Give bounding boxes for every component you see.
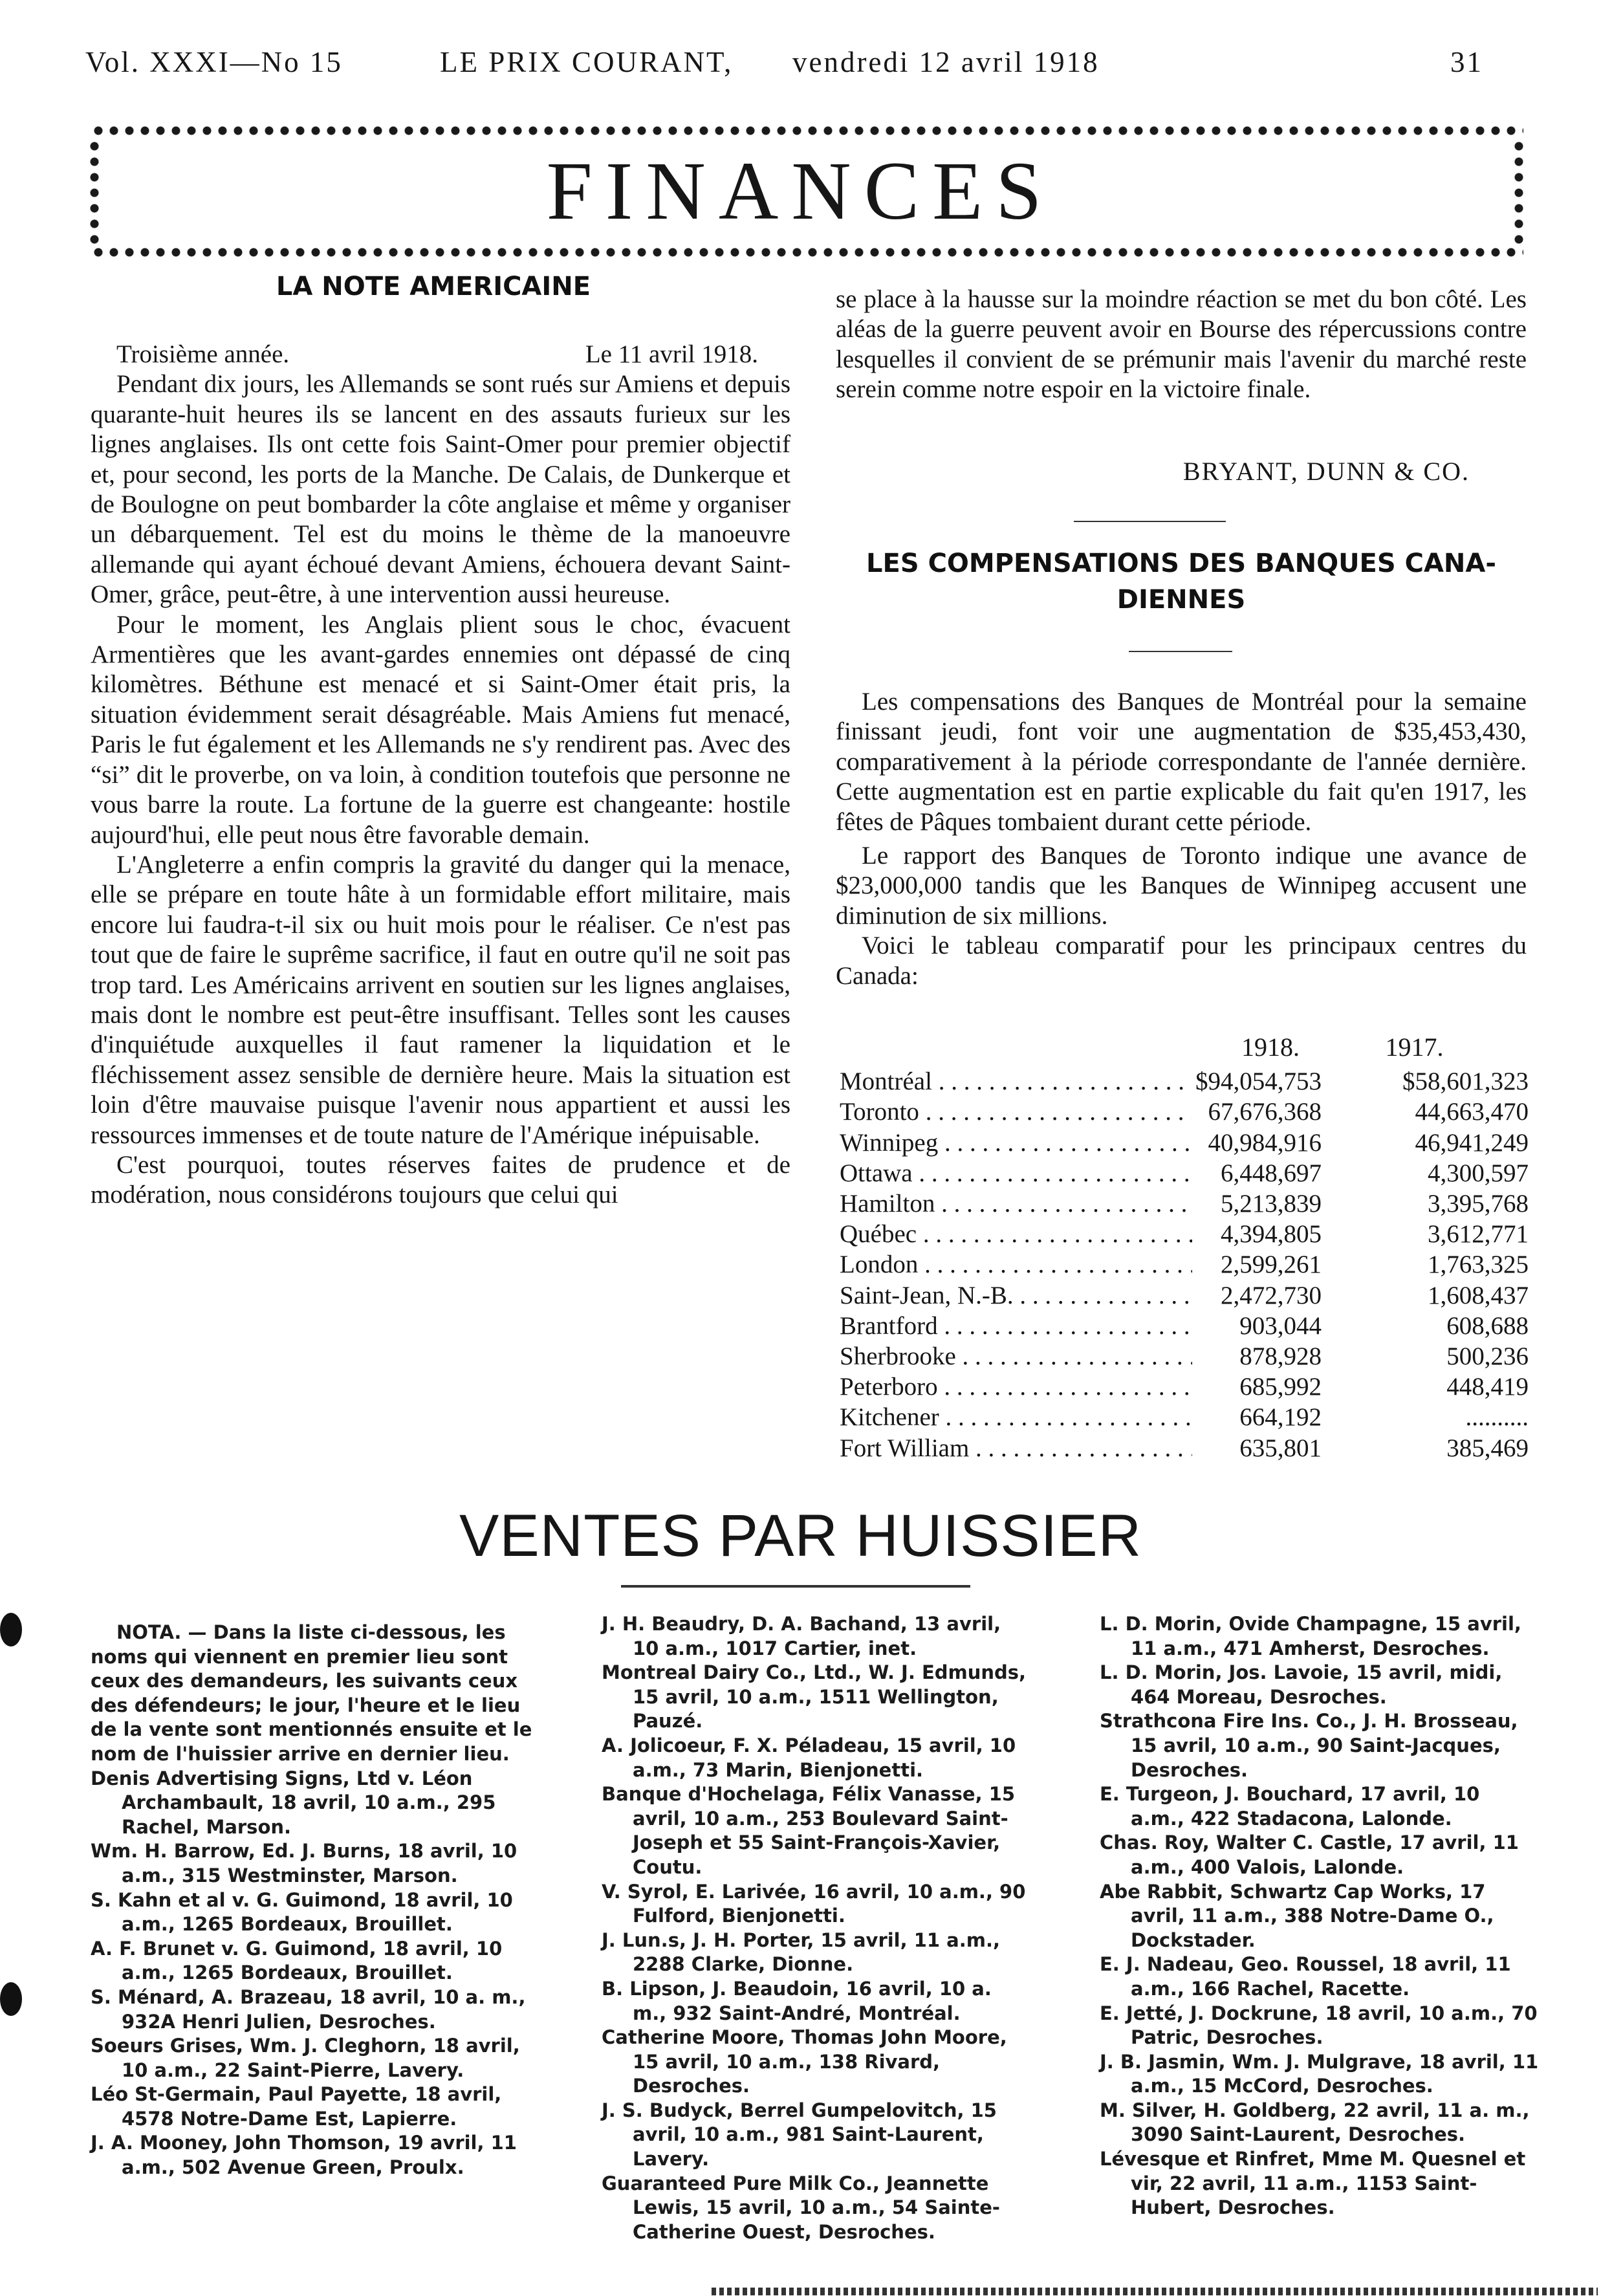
banner-border-top [91, 123, 1523, 138]
value-1917: 44,663,470 [1415, 1098, 1529, 1126]
ventes-column-1 [91, 1621, 534, 2180]
table-row [840, 1219, 1529, 1249]
article-heading: LA NOTE AMERICAINE [276, 272, 591, 301]
city-name: Kitchener . . . [840, 1402, 1192, 1432]
city-name: London . . . [840, 1249, 1192, 1280]
ventes-title-rule [621, 1585, 970, 1588]
compensations-heading [836, 545, 1527, 618]
compensations-paragraph: Le rapport des Banques de Toronto indique une avance de $23,000,000 tandis que les Banques de Winnipeg accusent une diminution de six millions. [836, 842, 1527, 930]
sale-entry: A. Jolicoeur, F. X. Péladeau, 15 avril, 10 a.m., 73 Marin, Bienjonetti. [602, 1734, 1016, 1781]
dateline-right: Le 11 avril 1918. [585, 340, 758, 368]
journal-name: LE PRIX COURANT, [440, 46, 734, 78]
value-1917: .......... [1465, 1403, 1529, 1432]
sale-entry: Soeurs Grises, Wm. J. Cleghorn, 18 avril, 10 a.m., 22 Saint-Pierre, Lavery. [91, 2035, 520, 2081]
sale-entry: Abe Rabbit, Schwartz Cap Works, 17 avril, 11 a.m., 388 Notre-Dame O., Dockstader. [1100, 1880, 1494, 1951]
value-1918: 664,192 [1239, 1403, 1322, 1432]
table-body [840, 1066, 1529, 1463]
value-1917: 1,763,325 [1428, 1251, 1529, 1279]
ventes-column-3 [1100, 1612, 1540, 2220]
value-1917: 500,236 [1446, 1342, 1529, 1371]
value-1918: 4,394,805 [1221, 1220, 1322, 1249]
binding-hole [0, 1982, 22, 2016]
city-name: Brantford . . . [840, 1311, 1192, 1341]
value-1918: 685,992 [1239, 1373, 1322, 1401]
table-row [840, 1066, 1529, 1097]
sale-entry: V. Syrol, E. Larivée, 16 avril, 10 a.m., 90 Fulford, Bienjonetti. [602, 1880, 1026, 1927]
nota-note: NOTA. — Dans la liste ci-dessous, les noms qui viennent en premier lieu sont ceux des demandeurs, les suivants ceux des défendeurs; le jour, l'heure et le lieu de la vente sont mentionnés ensuite et le nom de l'huissier arrive en dernier lieu. [91, 1621, 532, 1765]
compensations-paragraph: Voici le tableau comparatif pour les principaux centres du Canada: [836, 932, 1527, 990]
sale-entry: J. Lun.s, J. H. Porter, 15 avril, 11 a.m., 2288 Clarke, Dionne. [602, 1929, 1001, 1976]
value-1917: 3,395,768 [1428, 1190, 1529, 1218]
value-1917: 448,419 [1446, 1373, 1529, 1401]
value-1918: 67,676,368 [1208, 1098, 1322, 1126]
ventes-list-2 [602, 1612, 1029, 2244]
city-name: Fort William . . . [840, 1433, 1192, 1463]
sale-entry: Wm. H. Barrow, Ed. J. Burns, 18 avril, 10 a.m., 315 Westminster, Marson. [91, 1840, 517, 1886]
value-1918: $94,054,753 [1195, 1067, 1322, 1096]
ventes-list-3 [1100, 1612, 1540, 2220]
city-name: Québec . . . [840, 1219, 1192, 1249]
compensations-paragraph: Les compensations des Banques de Montréal pour la semaine finissant jeudi, font voir une augmentation de $35,453,430, comparativement à la période correspondante de l'année dernière. Cette augmentation est en partie explicable du fait qu'en 1917, les fêtes de Pâques tombaient durant cette période. [836, 688, 1527, 836]
sale-entry: M. Silver, H. Goldberg, 22 avril, 11 a. m., 3090 Saint-Laurent, Desroches. [1100, 2099, 1530, 2146]
city-name: Saint-Jean, N.-B. . . . [840, 1280, 1192, 1311]
value-1917: 4,300,597 [1428, 1159, 1529, 1187]
table-row [840, 1188, 1529, 1219]
value-1917: $58,601,323 [1402, 1067, 1529, 1096]
value-1918: 903,044 [1239, 1311, 1322, 1340]
sale-entry: S. Kahn et al v. G. Guimond, 18 avril, 10 a.m., 1265 Bordeaux, Brouillet. [91, 1888, 513, 1936]
table-header-row [840, 1032, 1529, 1062]
value-1917: 1,608,437 [1428, 1281, 1529, 1309]
value-1918: 878,928 [1239, 1342, 1322, 1371]
value-1918: 2,599,261 [1221, 1251, 1322, 1279]
city-name: Toronto . . . [840, 1097, 1192, 1127]
heading-line: LES COMPENSATIONS DES BANQUES CANA- [866, 549, 1496, 578]
value-1917: 385,469 [1446, 1434, 1529, 1462]
article-paragraph: Pendant dix jours, les Allemands se sont rués sur Amiens et depuis quarante-huit heures ils se lancent en des assauts furieux sur les lignes anglaises. Ils ont cette fois Saint-Omer pour premier objectif et, pour second, les ports de la Manche. De Calais, de Dunkerque et de Boulogne on peut bombarder la côte anglaise et même y organiser un débarquement. Tel est du moins le thème de la manoeuvre allemande qui ayant échoué devant Amiens, échouera devant Saint-Omer, grâce, peut-être, à une intervention aussi heureuse. [91, 370, 790, 609]
heading-line: DIENNES [1116, 585, 1246, 615]
city-name: Sherbrooke . . . [840, 1341, 1192, 1372]
sale-entry: Guaranteed Pure Milk Co., Jeannette Lewis, 15 avril, 10 a.m., 54 Sainte-Catherine Ouest, Desroches. [602, 2172, 1000, 2243]
city-name: Peterboro . . . [840, 1372, 1192, 1402]
bottom-edge-artifact [712, 2288, 1598, 2295]
city-name: Montréal . . . [840, 1066, 1192, 1097]
sale-entry: E. Turgeon, J. Bouchard, 17 avril, 10 a.m., 422 Stadacona, Lalonde. [1100, 1783, 1480, 1830]
value-1918: 5,213,839 [1221, 1190, 1322, 1218]
article-dateline [91, 340, 790, 369]
dateline-left: Troisième année. [116, 340, 290, 368]
section-title: FINANCES [546, 145, 1055, 237]
value-1918: 40,984,916 [1208, 1128, 1322, 1157]
sale-entry: J. H. Beaudry, D. A. Bachand, 13 avril, 10 a.m., 1017 Cartier, inet. [602, 1613, 1001, 1659]
value-1918: 6,448,697 [1221, 1159, 1322, 1187]
binding-hole [0, 1613, 22, 1646]
ventes-title: VENTES PAR HUISSIER [459, 1503, 1142, 1569]
sale-entry: Catherine Moore, Thomas John Moore, 15 avril, 10 a.m., 138 Rivard, Desroches. [602, 2026, 1007, 2097]
table-row [840, 1249, 1529, 1280]
value-1917: 46,941,249 [1415, 1128, 1529, 1157]
sale-entry: Lévesque et Rinfret, Mme M. Quesnel et vir, 22 avril, 11 a.m., 1153 Saint-Hubert, Desroches. [1100, 2148, 1526, 2219]
sale-entry: E. Jetté, J. Dockrune, 18 avril, 10 a.m., 70 Patric, Desroches. [1100, 2002, 1538, 2049]
sale-entry: Denis Advertising Signs, Ltd v. Léon Archambault, 18 avril, 10 a.m., 295 Rachel, Marson. [91, 1767, 496, 1838]
column-header-1917: 1917. [1385, 1033, 1444, 1062]
sale-entry: Montreal Dairy Co., Ltd., W. J. Edmunds, 15 avril, 10 a.m., 1511 Wellington, Pauzé. [602, 1661, 1027, 1733]
table-row [840, 1097, 1529, 1127]
table-row [840, 1402, 1529, 1432]
sale-entry: Chas. Roy, Walter C. Castle, 17 avril, 11 a.m., 400 Valois, Lalonde. [1100, 1831, 1519, 1878]
sale-entry: J. B. Jasmin, Wm. J. Mulgrave, 18 avril, 11 a.m., 15 McCord, Desroches. [1100, 2050, 1539, 2097]
table-row [840, 1158, 1529, 1188]
value-1917: 3,612,771 [1428, 1220, 1529, 1249]
value-1918: 635,801 [1239, 1434, 1322, 1462]
sale-entry: E. J. Nadeau, Geo. Roussel, 18 avril, 11 a.m., 166 Rachel, Racette. [1100, 1953, 1511, 2000]
compensations-body [836, 687, 1527, 991]
volume-number: Vol. XXXI—No 15 [85, 46, 343, 78]
sale-entry: L. D. Morin, Jos. Lavoie, 15 avril, midi, 464 Moreau, Desroches. [1100, 1661, 1503, 1708]
article-body [91, 340, 790, 1210]
ventes-list-1 [91, 1767, 534, 2180]
continuation-text: se place à la hausse sur la moindre réaction se met du bon côté. Les aléas de la guerre peuvent avoir en Bourse des répercussions contre lesquelles il convient de se prémunir mais l'avenir du marché reste serein comme notre espoir en la victoire finale. [836, 285, 1527, 404]
banner-border-bottom [91, 245, 1523, 260]
city-name: Winnipeg . . . [840, 1128, 1192, 1158]
sale-entry: L. D. Morin, Ovide Champagne, 15 avril, 11 a.m., 471 Amherst, Desroches. [1100, 1613, 1521, 1659]
sale-entry: Banque d'Hochelaga, Félix Vanasse, 15 avril, 10 a.m., 253 Boulevard Saint-Joseph et 55 Saint-François-Xavier, Coutu. [602, 1783, 1016, 1878]
article-signature: BRYANT, DUNN & CO. [1182, 457, 1470, 486]
article-paragraph: L'Angleterre a enfin compris la gravité du danger qui la menace, elle se prépare en toute hâte à un formidable effort militaire, mais encore lui faudra-t-il six ou huit mois pour le réaliser. Ce n'est pas tout que de faire le suprême sacrifice, il faut en outre qu'il ne soit pas trop tard. Les Américains arrivent en soutien sur les lignes anglaises, mais dont le nombre est peut-être insuffisant. Telles sont les causes d'inquiétude auxquelles il faut ramener la liquidation et le fléchissement assez sensible de dernière heure. Mais la situation est loin d'être mauvaise puisque l'avenir nous appartient et aussi les ressources immenses et de toute nature de l'Amérique inépuisable. [91, 850, 790, 1149]
sale-entry: Léo St-Germain, Paul Payette, 18 avril, 4578 Notre-Dame Est, Lapierre. [91, 2083, 502, 2130]
page-number: 31 [1450, 46, 1483, 78]
table-row [840, 1372, 1529, 1402]
article-continuation [836, 285, 1527, 405]
ventes-column-2 [602, 1612, 1029, 2244]
article-paragraph: Pour le moment, les Anglais plient sous le choc, évacuent Armentières que les avant-gardes ennemies ont dépassé de cinq kilomètres. Béthune est menacé et si Saint-Omer était pris, la situation évidemment serait désagréable. Mais Amiens fut menacé, Paris le fut également et les Allemands ne s'y rendirent pas. Avec des “si” dit le proverbe, on va loin, à condition toutefois que personne ne vous barre la route. La fortune de la guerre est changeante: hostile aujourd'hui, elle peut nous être favorable demain. [91, 610, 790, 849]
issue-date: vendredi 12 avril 1918 [792, 46, 1100, 78]
sale-entry: A. F. Brunet v. G. Guimond, 18 avril, 10 a.m., 1265 Bordeaux, Brouillet. [91, 1937, 503, 1984]
separator-rule [1129, 651, 1232, 652]
table-row [840, 1433, 1529, 1463]
value-1918: 2,472,730 [1221, 1281, 1322, 1309]
city-name: Ottawa . . . [840, 1158, 1192, 1188]
sale-entry: Strathcona Fire Ins. Co., J. H. Brosseau, 15 avril, 10 a.m., 90 Saint-Jacques, Desroches. [1100, 1710, 1518, 1781]
sale-entry: J. S. Budyck, Berrel Gumpelovitch, 15 avril, 10 a.m., 981 Saint-Laurent, Lavery. [602, 2099, 997, 2170]
table-row [840, 1311, 1529, 1341]
sale-entry: B. Lipson, J. Beaudoin, 16 avril, 10 a. m., 932 Saint-André, Montréal. [602, 1977, 992, 2024]
separator-rule [1074, 521, 1226, 522]
sale-entry: S. Ménard, A. Brazeau, 18 avril, 10 a. m., 932A Henri Julien, Desroches. [91, 1985, 526, 2033]
table-row [840, 1128, 1529, 1158]
table-row [840, 1341, 1529, 1372]
article-paragraph: C'est pourquoi, toutes réserves faites de prudence et de modération, nous considérons toujours que celui qui [91, 1150, 790, 1209]
city-name: Hamilton . . . [840, 1188, 1192, 1219]
clearings-table [840, 1032, 1529, 1463]
table-row [840, 1280, 1529, 1311]
column-header-1918: 1918. [1241, 1033, 1300, 1062]
value-1917: 608,688 [1446, 1311, 1529, 1340]
sale-entry: J. A. Mooney, John Thomson, 19 avril, 11 a.m., 502 Avenue Green, Proulx. [91, 2132, 517, 2179]
